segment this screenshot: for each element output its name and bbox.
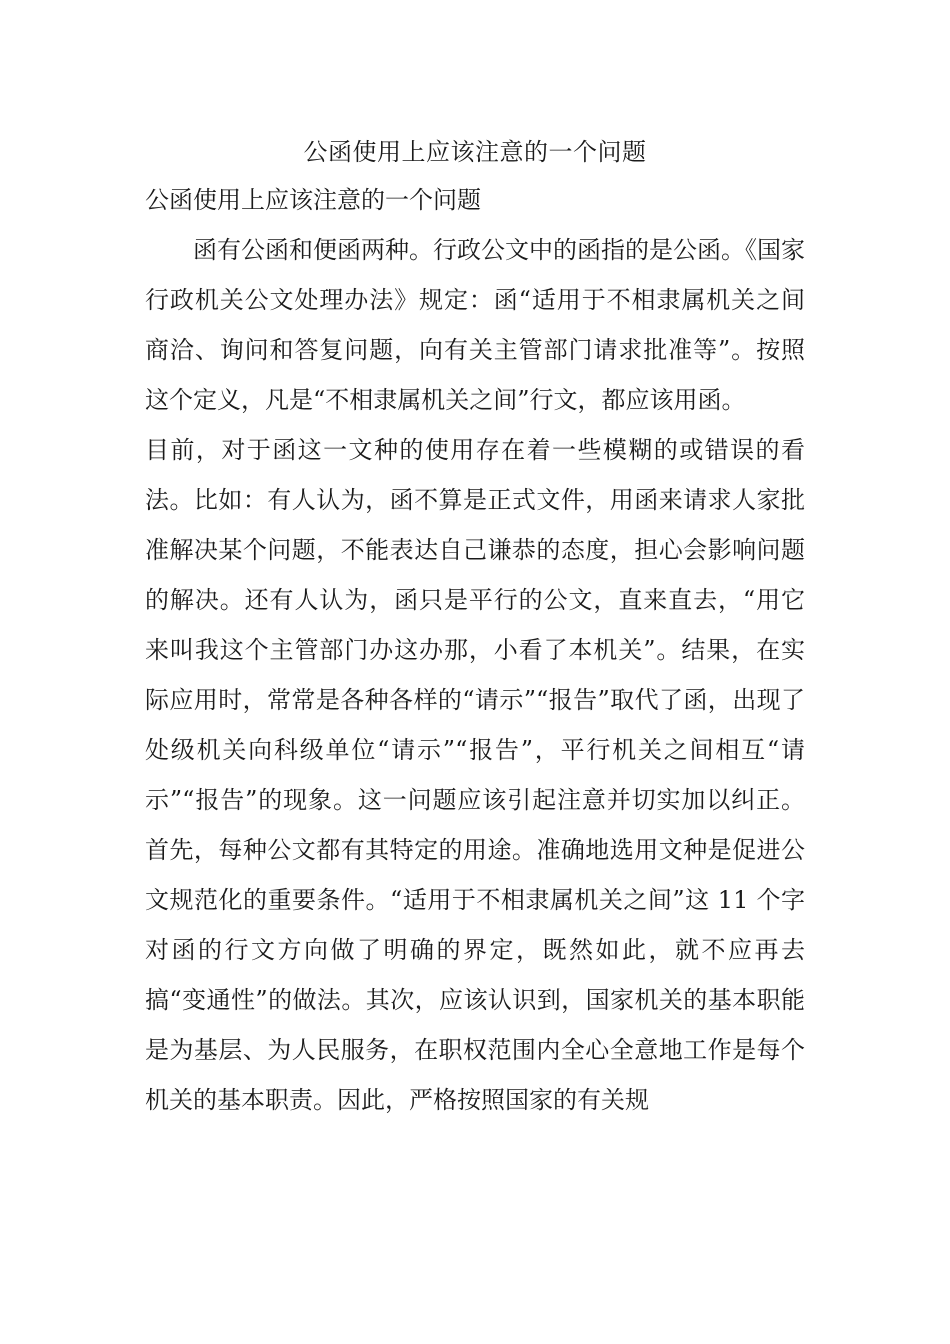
document-body [145,225,805,1125]
document-subtitle: 公函使用上应该注意的一个问题 [145,186,481,214]
paragraph-intro: 函有公函和便函两种。行政公文中的函指的是公函。《国家行政机关公文处理办法》规定：函“适用于不相隶属机关之间商洽、询问和答复问题，向有关主管部门请求批准等”。按照这个定义，凡是“不相隶属机关之间”行文，都应该用函。 [145,236,805,414]
paragraph-main: 目前，对于函这一文种的使用存在着一些模糊的或错误的看法。比如：有人认为，函不算是正式文件，用函来请求人家批准解决某个问题，不能表达自己谦恭的态度，担心会影响问题的解决。还有人认为，函只是平行的公文，直来直去，“用它来叫我这个主管部门办这办那，小看了本机关”。结果，在实际应用时，常常是各种各样的“请示”“报告”取代了函，出现了处级机关向科级单位“请示”“报告”，平行机关之间相互“请示”“报告”的现象。这一问题应该引起注意并切实加以纠正。首先，每种公文都有其特定的用途。准确地选用文种是促进公文规范化的重要条件。“适用于不相隶属机关之间”这 11 个字对函的行文方向做了明确的界定，既然如此，就不应再去搞“变通性”的做法。其次，应该认识到，国家机关的基本职能是为基层、为人民服务，在职权范围内全心全意地工作是每个机关的基本职责。因此，严格按照国家的有关规 [145,436,805,1114]
page-title: 公函使用上应该注意的一个问题 [303,138,647,166]
